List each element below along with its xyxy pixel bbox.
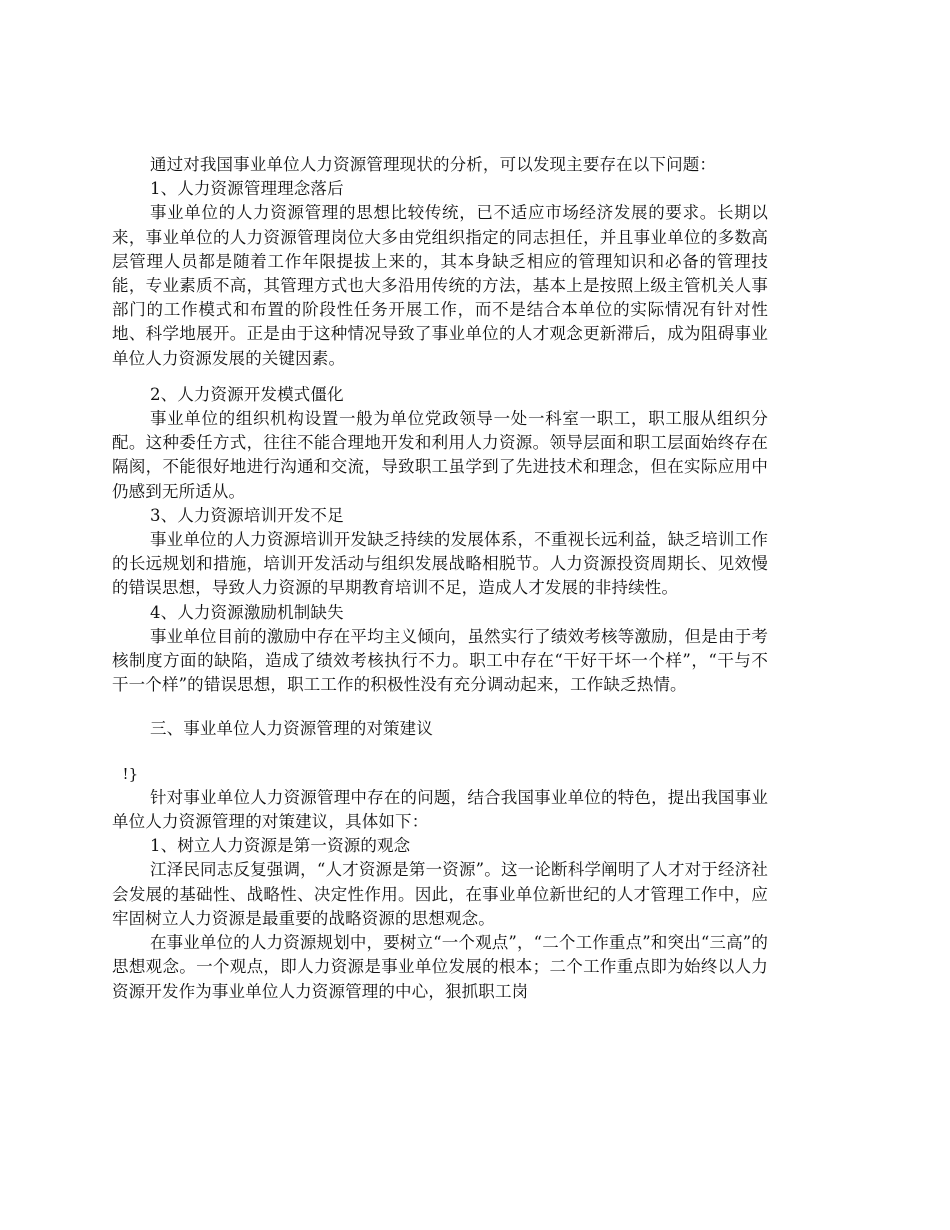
stray-mark: !} [122,764,139,783]
paragraph-4: 事业单位目前的激励中存在平均主义倾向，虽然实行了绩效考核等激励，但是由于考核制度方面的缺陷，造成了绩效考核执行不力。职工中存在“干好干坏一个样”，“干与不干一个样”的错误思想，职工工作的积极性没有充分调动起来，工作缺乏热情。 [112,626,768,695]
section-heading-2: 2、人力资源开发模式僵化 [149,384,344,404]
section-heading-3: 3、人力资源培训开发不足 [149,505,344,525]
chapter-heading: 三、事业单位人力资源管理的对策建议 [149,719,433,739]
paragraph-6: 江泽民同志反复强调，“人才资源是第一资源”。这一论断科学阐明了人才对于经济社会发展的基础性、战略性、决定性作用。因此，在事业单位新世纪的人才管理工作中，应牢固树立人力资源是最重要的战略资源的思想观念。 [112,860,768,928]
paragraph-7: 在事业单位的人力资源规划中，要树立“一个观点”，“二个工作重点”和突出“三高”的思想观念。一个观点，即人力资源是事业单位发展的根本；二个工作重点即为始终以人力资源开发作为事业单位人力资源管理的中心，狠抓职工岗 [112,933,768,1001]
spacer [112,742,768,762]
spacer [112,371,768,383]
paragraph-5: 针对事业单位人力资源管理中存在的问题，结合我国事业单位的特色，提出我国事业单位人力资源管理的对策建议，具体如下： [112,787,768,832]
spacer [112,697,768,717]
intro-paragraph: 通过对我国事业单位人力资源管理现状的分析，可以发现主要存在以下问题： [149,155,717,174]
paragraph-1: 事业单位的人力资源管理的思想比较传统，已不适应市场经济发展的要求。长期以来，事业单位的人力资源管理岗位大多由党组织指定的同志担任，并且事业单位的多数高层管理人员都是随着工作年限提拔上来的，其本身缺乏相应的管理知识和必备的管理技能，专业素质不高，其管理方式也大多沿用传统的方法，基本上是按照上级主管机关人事部门的工作模式和布置的阶段性任务开展工作，而不是结合本单位的实际情况有针对性地、科学地展开。正是由于这种情况导致了事业单位的人才观念更新滞后，成为阻碍事业单位人力资源发展的关键因素。 [112,203,768,368]
paragraph-2: 事业单位的组织机构设置一般为单位党政领导一处一科室一职工，职工服从组织分配。这种委任方式，往往不能合理地开发和利用人力资源。领导层面和职工层面始终存在隔阂，不能很好地进行沟通和交流，导致职工虽学到了先进技术和理念，但在实际应用中仍感到无所适从。 [112,409,768,501]
section-heading-5: 1、树立人力资源是第一资源的观念 [149,836,411,856]
section-heading-1: 1、人力资源管理理念落后 [149,179,344,199]
paragraph-3: 事业单位的人力资源培训开发缺乏持续的发展体系，不重视长远利益，缺乏培训工作的长远规划和措施，培训开发活动与组织发展战略相脱节。人力资源投资周期长、见效慢的错误思想，导致人力资源的早期教育培训不足，造成人才发展的非持续性。 [112,530,768,598]
section-heading-4: 4、人力资源激励机制缺失 [149,602,344,622]
document-body [112,153,768,1004]
